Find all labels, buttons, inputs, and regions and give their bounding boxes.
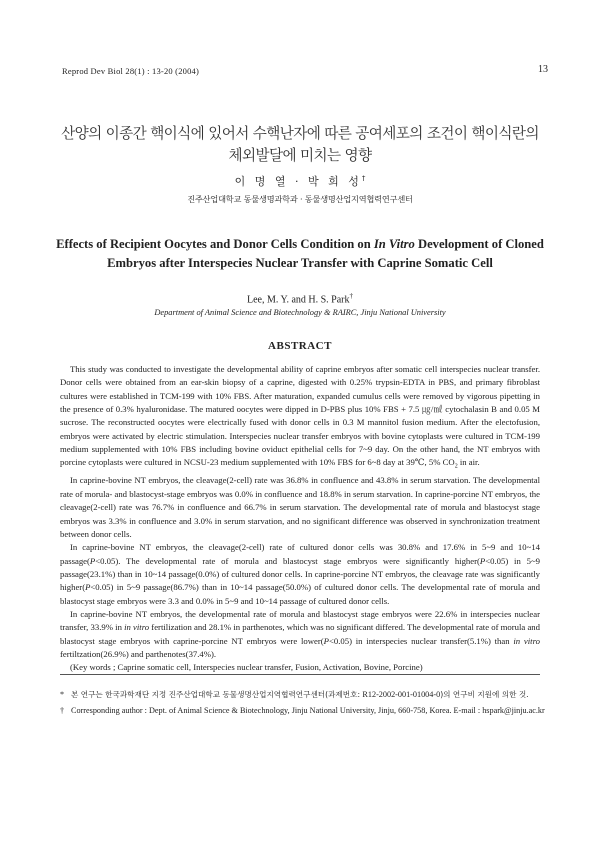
korean-author-names: 이 명 열 · 박 희 성 [234, 175, 362, 188]
footnotes [60, 688, 546, 720]
abstract-paragraph-2: In caprine-bovine NT embryos, the cleavage(2-cell) rate was 36.8% in confluence and 43.8% in serum starvation. The developmental rate of morula- and blastocyst-stage embryos was 0.0% in confluence and 18.8% in serum starvation. In caprine-porcine NT embryos, the cleavage(2-cell) rate was 76.7% in confluence and 66.7% in serum starvation. The developmental rate of morula and blastocyst stage embryos was 3.3% in confluence and 3.0% in serum starvation, and no significant difference was observed in synchronization treatment between donor cells. [60, 475, 540, 539]
abstract-paragraph-3: In caprine-bovine NT embryos, the cleavage(2-cell) rate of cultured donor cells was 30.8% and 17.6% in 5~9 and 10~14 passage(P<0.05). The developmental rate of morula and blastocyst stage embryos were significantly higher(P<0.05) in 5~9 passage(23.1%) than in 10~14 passage(0.0%) of cultured donor cells. In caprine-porcine NT embryos, the cleavage rate was significantly higher(P<0.05) in 5~9 passage(86.7%) than in 10~14 passage(50.0%) of cultured donor cells. The developmental rate of morula and blastocyst stage embryos were 3.3 and 0.0% in 5~9 and 10~14 passage of cultured donor cells. [60, 542, 540, 606]
korean-title-line1: 산양의 이종간 핵이식에 있어서 수핵난자에 따른 공여세포의 조건이 핵이식란의 [61, 125, 539, 142]
english-title-italic: In Vitro [373, 237, 415, 251]
korean-authors [0, 173, 600, 189]
footnote-mark-dagger: † [60, 706, 65, 715]
korean-affiliation: 진주산업대학교 동물생명과학과 · 동물생명산업지역협력연구센터 [187, 194, 413, 204]
keywords: (Key words ; Caprine somatic cell, Interspecies nuclear transfer, Fusion, Activation, Bovine, Porcine) [70, 662, 423, 673]
english-title-part2: Development of Cloned Embryos after Interspecies Nuclear Transfer with Caprine Somatic Cell [107, 237, 544, 270]
abstract-heading: ABSTRACT [268, 340, 332, 352]
english-author-names: Lee, M. Y. and H. S. Park [247, 294, 350, 306]
abstract-paragraph-4: In caprine-bovine NT embryos, the developmental rate of morula and blastocyst stage embryos were 22.6% in interspecies nuclear transfer, 33.9% in in vitro fertilization and 28.1% in parthenotes, which was no significant differed. The developmental rate of morula and blastocyst stage embryos with caprine-porcine NT embryos were lower(P<0.05) in interspecies nuclear transfer(5.1%) than in vitro fertiltzation(26.9%) and parthenotes(37.4%). [60, 608, 541, 659]
korean-title [0, 123, 600, 167]
footnote-mark-asterisk: * [60, 690, 65, 699]
footnote-corresponding-author [60, 704, 546, 717]
english-title-part1: Effects of Recipient Oocytes and Donor Cells Condition on [56, 237, 374, 251]
korean-author-mark: † [361, 174, 366, 183]
abstract-paragraph-1: This study was conducted to investigate the developmental ability of caprine embryos after somatic cell interspecies nuclear transfer. Donor cells were obtained from an ear-skin biopsy of a caprine, digested with 0.25% trypsin-EDTA in PBS, and primary fibroblast cultures were established in TCM-199 with 10% FBS. After maturation, expanded cumulus cells were removed by vigorous pipetting in the presence of 0.3% hyaluronidase. The matured oocytes were dipped in D-PBS plus 10% FBS + 7.5 ㎍/㎖ cytochalasin B and 0.05 M sucrose. The reconstructed oocytes were electrically fused with donor cells in 0.3 M mannitol fusion medium. After the electofusion, embryos were activated by electric stimulation. Interspecies nuclear transfer embryos with bovine cytoplasts were cultured in TCM-199 medium supplemented with 10% FBS including bovine oviduct epithelial cells for 7~9 day. On the other hand, the NT embryos with porcine cytoplasts were cultured in NCSU-23 medium supplemented with 10% FBS for 6~8 day at 39℃, 5% $CO_2$ in air. [60, 364, 540, 471]
english-authors [0, 292, 600, 305]
abstract-body [60, 363, 540, 675]
running-head: Reprod Dev Biol 28(1) : 13-20 (2004) [62, 66, 200, 76]
corresponding-author-text: Corresponding author : Dept. of Animal Science & Biotechnology, Jinju National University, Jinju, 660-758, Korea. E-mail : hspark@jinju.ac.kr [71, 706, 545, 715]
english-affiliation: Department of Animal Science and Biotechnology & RAIRC, Jinju National University [154, 308, 446, 317]
footnote-funding: * 본 연구는 한국과학재단 지정 진주산업대학교 동물생명산업지역협력연구센터(과제번호: R12-2002-001-01004-0)의 연구비 지원에 의한 것. [60, 690, 529, 699]
korean-title-line2: 체외발달에 미치는 영향 [228, 147, 372, 164]
page-number: 13 [538, 64, 548, 75]
footnote-rule [60, 674, 540, 675]
english-author-mark: † [349, 292, 353, 300]
english-title [46, 235, 554, 273]
